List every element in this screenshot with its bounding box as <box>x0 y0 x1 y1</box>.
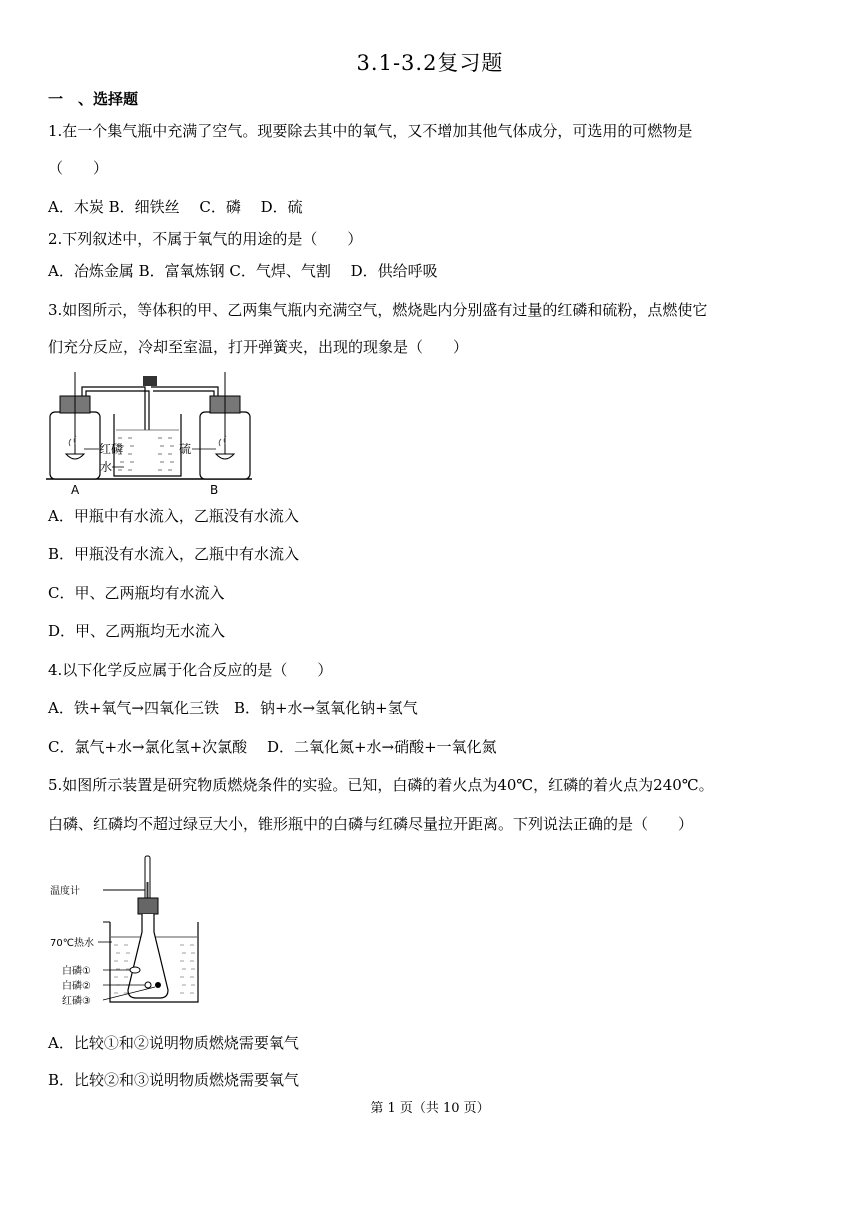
page-footer: 第 1 页（共 10 页） <box>370 1101 490 1116</box>
label-a: A <box>71 483 80 497</box>
section-heading: 一 、选择题 <box>48 90 139 108</box>
q1-stem: 1.在一个集气瓶中充满了空气。现要除去其中的氧气，又不增加其他气体成分，可选用的可燃物是 <box>48 122 693 140</box>
q1-paren: （ ） <box>48 159 109 177</box>
q3-option-d: D．甲、乙两瓶均无水流入 <box>48 622 226 640</box>
label-water: 水 <box>100 460 113 474</box>
q5-stem-line2: 白磷、红磷均不超过绿豆大小，锥形瓶中的白磷与红磷尽量拉开距离。下列说法正确的是（ ） <box>48 815 694 833</box>
q1-options: A．木炭 B．细铁丝 C．磷 D．硫 <box>48 198 303 216</box>
label-b: B <box>210 483 219 497</box>
q3-stem-line2: 们充分反应，冷却至室温，打开弹簧夹，出现的现象是（ ） <box>48 338 469 356</box>
label-hot-water: 70℃热水 <box>50 938 94 949</box>
label-red-phosphorus-3: 红磷③ <box>62 996 91 1007</box>
q4-options-line1: A．铁+氧气→四氧化三铁 B．钠+水→氢氧化钠+氢气 <box>48 699 418 717</box>
label-thermometer: 温度计 <box>50 886 80 897</box>
label-white-phosphorus-2: 白磷② <box>62 981 91 992</box>
q5-option-b: B．比较②和③说明物质燃烧需要氧气 <box>48 1071 300 1089</box>
q4-stem: 4.以下化学反应属于化合反应的是（ ） <box>48 661 333 679</box>
page-title: 3.1-3.2复习题 <box>356 51 504 75</box>
label-sulfur: 硫 <box>179 442 192 456</box>
q5-stem-line1: 5.如图所示装置是研究物质燃烧条件的实验。已知，白磷的着火点为40℃，红磷的着火点为240℃。 <box>48 776 714 794</box>
q2-stem: 2.下列叙述中，不属于氧气的用途的是（ ） <box>48 230 363 248</box>
q3-apparatus-figure <box>44 362 254 497</box>
q3-stem-line1: 3.如图所示，等体积的甲、乙两集气瓶内充满空气，燃烧匙内分别盛有过量的红磷和硫粉，点燃使它 <box>48 301 708 319</box>
q5-option-a: A．比较①和②说明物质燃烧需要氧气 <box>48 1034 299 1052</box>
q2-options: A．冶炼金属 B．富氧炼钢 C．气焊、气割 D．供给呼吸 <box>48 262 438 280</box>
label-red-phosphorus: 红磷 <box>99 442 124 456</box>
q3-option-c: C．甲、乙两瓶均有水流入 <box>48 584 225 602</box>
q4-options-line2: C．氯气+水→氯化氢+次氯酸 D．二氧化氮+水→硝酸+一氧化氮 <box>48 738 497 756</box>
q3-option-a: A．甲瓶中有水流入，乙瓶没有水流入 <box>48 507 299 525</box>
label-white-phosphorus-1: 白磷① <box>62 966 91 977</box>
q5-apparatus-figure <box>48 852 218 1012</box>
q3-option-b: B．甲瓶没有水流入，乙瓶中有水流入 <box>48 545 300 563</box>
